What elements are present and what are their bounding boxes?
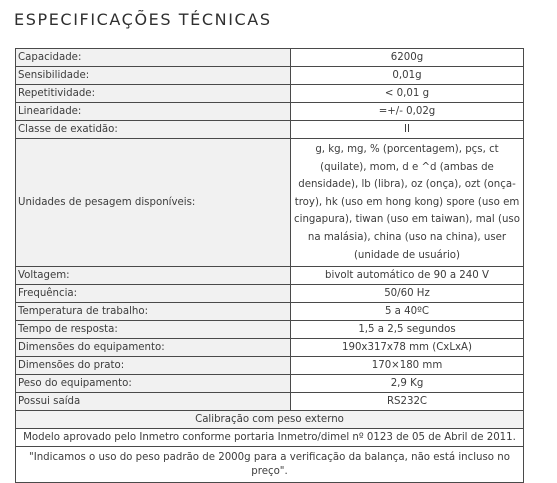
table-row: [16, 139, 524, 267]
row-value: < 0,01 g: [291, 85, 524, 103]
note-inmetro-approval: Modelo aprovado pelo Inmetro conforme portaria Inmetro/dimel nº 0123 de 05 de Abril de 2011.: [16, 429, 524, 447]
row-value: =+/- 0,02g: [291, 103, 524, 121]
table-row: [16, 103, 524, 121]
row-label: Classe de exatidão:: [16, 121, 291, 139]
row-label: Tempo de resposta:: [16, 321, 291, 339]
row-label: Peso do equipamento:: [16, 375, 291, 393]
table-row: [16, 303, 524, 321]
table-row: [16, 393, 524, 411]
row-value: RS232C: [291, 393, 524, 411]
row-value: 1,5 a 2,5 segundos: [291, 321, 524, 339]
note-calibration: Calibração com peso externo: [16, 411, 524, 429]
spec-table: [15, 48, 524, 483]
section-title: ESPECIFICAÇÕES TÉCNICAS: [14, 10, 272, 29]
row-label: Sensibilidade:: [16, 67, 291, 85]
row-label: Frequência:: [16, 285, 291, 303]
note-row: [16, 411, 524, 429]
table-row: [16, 267, 524, 285]
note-standard-weight: "Indicamos o uso do peso padrão de 2000g para a verificação da balança, não está incluso no preço".: [16, 447, 524, 483]
row-value: bivolt automático de 90 a 240 V: [291, 267, 524, 285]
table-row: [16, 357, 524, 375]
row-label: Capacidade:: [16, 49, 291, 67]
row-label: Possui saída: [16, 393, 291, 411]
table-row: [16, 375, 524, 393]
table-row: [16, 67, 524, 85]
row-label: Dimensões do prato:: [16, 357, 291, 375]
row-label: Repetitividade:: [16, 85, 291, 103]
table-row: [16, 121, 524, 139]
row-value: 0,01g: [291, 67, 524, 85]
table-row: [16, 321, 524, 339]
row-value: 6200g: [291, 49, 524, 67]
row-value: 2,9 Kg: [291, 375, 524, 393]
note-row: [16, 447, 524, 483]
table-row: [16, 285, 524, 303]
row-label: Linearidade:: [16, 103, 291, 121]
row-value: 5 a 40ºC: [291, 303, 524, 321]
table-row: [16, 339, 524, 357]
row-label: Unidades de pesagem disponíveis:: [16, 139, 291, 267]
row-value: 50/60 Hz: [291, 285, 524, 303]
table-row: [16, 85, 524, 103]
row-label: Voltagem:: [16, 267, 291, 285]
row-value: II: [291, 121, 524, 139]
note-row: [16, 429, 524, 447]
row-label: Temperatura de trabalho:: [16, 303, 291, 321]
table-row: [16, 49, 524, 67]
row-value: g, kg, mg, % (porcentagem), pçs, ct (quilate), mom, d e ^d (ambas de densidade), lb (libra), oz (onça), ozt (onça-troy), hk (uso em hong kong) spore (uso em cingapura), tiwan (uso em taiwan), mal (uso na malásia), china (uso na china), user (unidade de usuário): [291, 139, 524, 267]
row-label: Dimensões do equipamento:: [16, 339, 291, 357]
row-value: 190x317x78 mm (CxLxA): [291, 339, 524, 357]
row-value: 170×180 mm: [291, 357, 524, 375]
